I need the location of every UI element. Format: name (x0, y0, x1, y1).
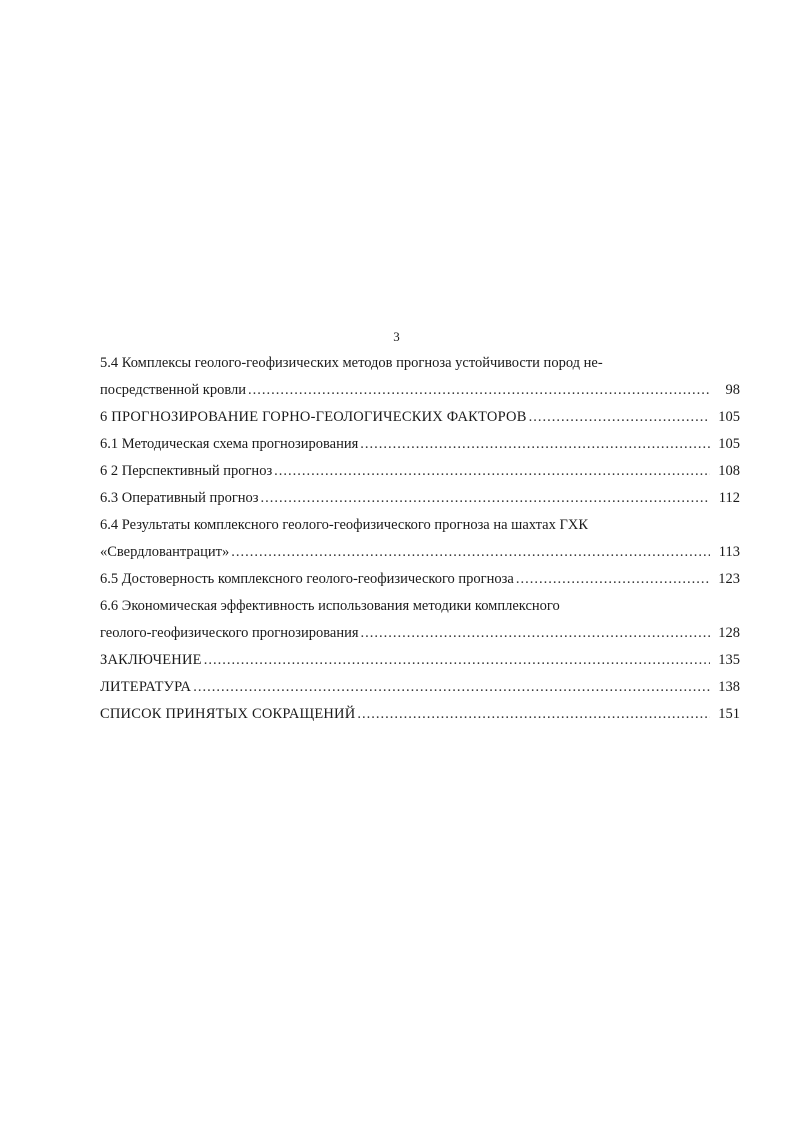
dot-leader (261, 489, 710, 508)
toc-entry[interactable] (100, 354, 740, 400)
toc-entry[interactable] (100, 462, 740, 481)
toc-page-number: 113 (718, 544, 740, 560)
toc-page-number: 105 (718, 409, 740, 425)
toc-page-number: 151 (718, 706, 740, 722)
toc-entry[interactable] (100, 597, 740, 643)
toc-entry-title-line: «Свердловантрацит» (100, 544, 230, 560)
dot-leader (529, 408, 710, 427)
dot-leader (193, 678, 710, 697)
toc-page-number: 98 (725, 382, 740, 398)
toc-entry[interactable] (100, 651, 740, 670)
table-of-contents (100, 354, 740, 724)
toc-entry-title-line: 6 2 Перспективный прогноз (100, 463, 273, 479)
toc-entry-title-line: 6.5 Достоверность комплексного геолого-геофизического прогноза (100, 571, 514, 587)
toc-entry-title-line: ЗАКЛЮЧЕНИЕ (100, 652, 202, 668)
dot-leader (357, 705, 710, 724)
dot-leader (204, 651, 710, 670)
toc-page-number: 135 (718, 652, 740, 668)
toc-entry[interactable] (100, 570, 740, 589)
dot-leader (516, 570, 710, 589)
toc-page-number: 108 (718, 463, 740, 479)
dot-leader (248, 381, 710, 400)
toc-entry[interactable] (100, 705, 740, 724)
toc-page-number: 105 (718, 436, 740, 452)
page-number: 3 (393, 329, 400, 344)
toc-page-number: 112 (718, 490, 740, 506)
dot-leader (274, 462, 710, 481)
toc-page-number: 123 (718, 571, 740, 587)
toc-entry-title-line: посредственной кровли (100, 382, 246, 398)
toc-entry-title-line: 6.1 Методическая схема прогнозирования (100, 436, 359, 452)
toc-entry-title-line: СПИСОК ПРИНЯТЫХ СОКРАЩЕНИЙ (100, 706, 356, 722)
dot-leader (231, 543, 710, 562)
toc-entry[interactable] (100, 489, 740, 508)
toc-entry-title-line: ЛИТЕРАТУРА (100, 679, 192, 695)
toc-entry-title-line: 6.6 Экономическая эффективность использования методики комплексного (100, 598, 560, 614)
toc-entry[interactable] (100, 678, 740, 697)
dot-leader (360, 435, 710, 454)
toc-page-number: 138 (718, 679, 740, 695)
toc-entry[interactable] (100, 516, 740, 562)
toc-page-number: 128 (718, 625, 740, 641)
toc-entry-title-line: 6.4 Результаты комплексного геолого-геофизического прогноза на шахтах ГХК (100, 517, 589, 533)
toc-entry-title-line: 6 ПРОГНОЗИРОВАНИЕ ГОРНО-ГЕОЛОГИЧЕСКИХ ФАКТОРОВ (100, 409, 527, 425)
toc-entry-title-line: 5.4 Комплексы геолого-геофизических методов прогноза устойчивости пород не- (100, 355, 603, 371)
toc-entry-title-line: геолого-геофизического прогнозирования (100, 625, 359, 641)
dot-leader (361, 624, 710, 643)
toc-entry-title-line: 6.3 Оперативный прогноз (100, 490, 259, 506)
toc-entry[interactable] (100, 435, 740, 454)
toc-entry[interactable] (100, 408, 740, 427)
